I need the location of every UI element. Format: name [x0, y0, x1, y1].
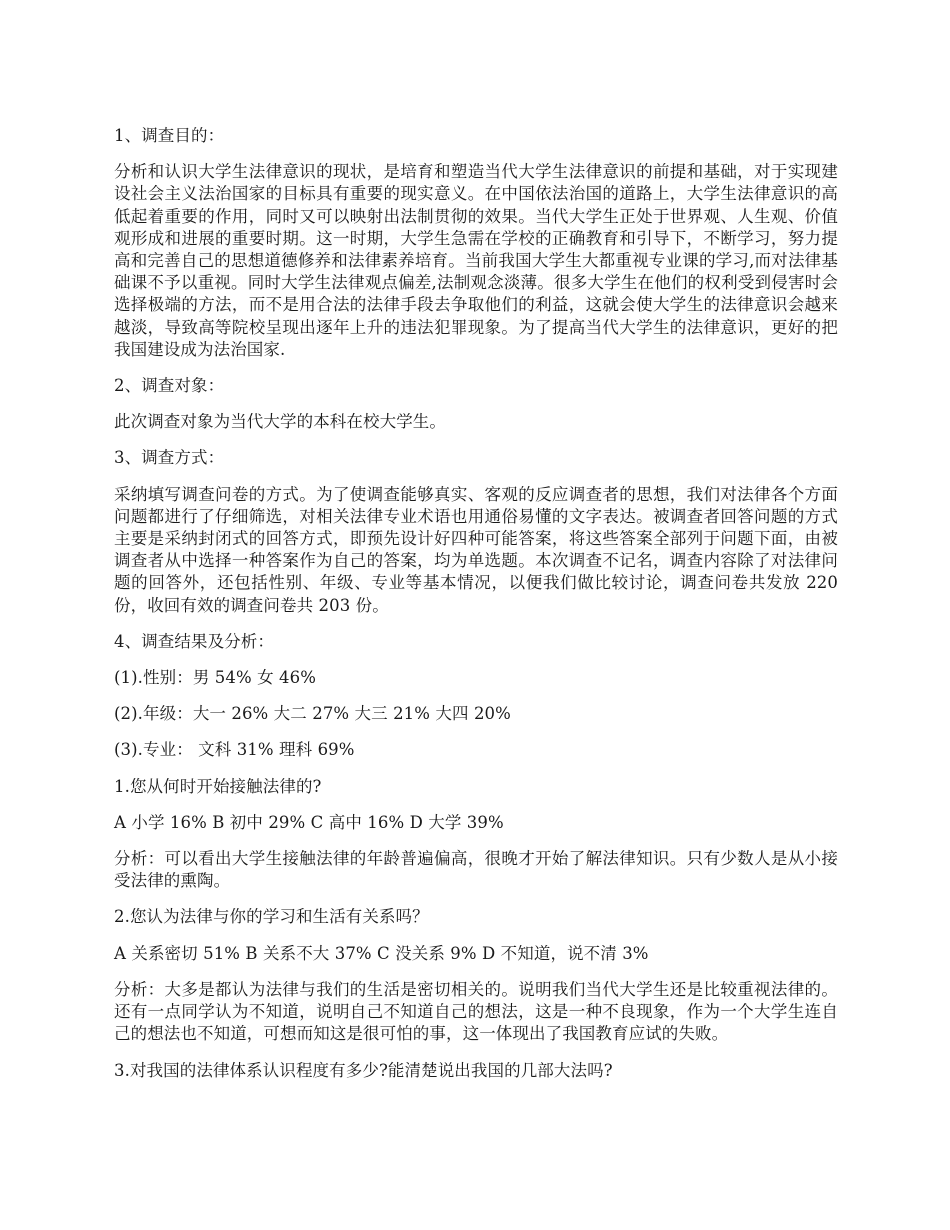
question-1-analysis: 分析：可以看出大学生接触法律的年龄普遍偏高，很晚才开始了解法律知识。只有少数人是从小接受法律的熏陶。: [114, 849, 838, 891]
gender-stat: (1).性别：男 54% 女 46%: [114, 668, 316, 688]
document-body: [114, 125, 838, 1096]
question-1: 1.您从何时开始接触法律的?: [114, 776, 322, 796]
question-3: 3.对我国的法律体系认识程度有多少?能清楚说出我国的几部大法吗?: [114, 1060, 613, 1080]
question-1-answers: A 小学 16% B 初中 29% C 高中 16% D 大学 39%: [114, 812, 504, 832]
purpose-heading: 1、调查目的：: [114, 126, 225, 145]
method-paragraph: 采纳填写调查问卷的方式。为了使调查能够真实、客观的反应调查者的思想，我们对法律各个方面问题都进行了仔细筛选，对相关法律专业术语也用通俗易懂的文字表达。被调查者回答问题的方式主要是采纳封闭式的回答方式，即预先设计好四种可能答案，将这些答案全部列于问题下面，由被调查者从中选择一种答案作为自己的答案，均为单选题。本次调查不记名，调查内容除了对法律问题的回答外，还包括性别、年级、专业等基本情况，以便我们做比较讨论，调查问卷共发放 220 份，收回有效的调查问卷共 203 份。: [114, 484, 838, 615]
object-paragraph: 此次调查对象为当代大学的本科在校大学生。: [114, 412, 446, 432]
question-2: 2.您认为法律与你的学习和生活有关系吗？: [114, 907, 429, 927]
results-heading: 4、调查结果及分析：: [114, 631, 274, 651]
grade-stat: (2).年级：大一 26% 大二 27% 大三 21% 大四 20%: [114, 704, 511, 724]
method-heading: 3、调查方式：: [114, 448, 225, 468]
question-2-answers: A 关系密切 51% B 关系不大 37% C 没关系 9% D 不知道，说不清 3%: [114, 943, 649, 963]
major-stat: (3).专业： 文科 31% 理科 69%: [114, 740, 355, 760]
question-2-analysis: 分析：大多是都认为法律与我们的生活是密切相关的。说明我们当代大学生还是比较重视法律的。还有一点同学认为不知道，说明自己不知道自己的想法，这是一种不良现象，作为一个大学生连自己的想法也不知道，可想而知这是很可怕的事，这一体现出了我国教育应试的失败。: [114, 979, 838, 1044]
object-heading: 2、调查对象：: [114, 376, 225, 396]
purpose-paragraph: 分析和认识大学生法律意识的现状，是培育和塑造当代大学生法律意识的前提和基础，对于实现建设社会主义法治国家的目标具有重要的现实意义。在中国依法治国的道路上，大学生法律意识的高低起着重要的作用，同时又可以映射出法制贯彻的效果。当代大学生正处于世界观、人生观、价值观形成和进展的重要时期。这一时期，大学生急需在学校的正确教育和引导下，不断学习，努力提高和完善自己的思想道德修养和法律素养培育。当前我国大学生大都重视专业课的学习,而对法律基础课不予以重视。同时大学生法律观点偏差,法制观念淡薄。很多大学生在他们的权利受到侵害时会选择极端的方法，而不是用合法的法律手段去争取他们的利益，这就会使大学生的法律意识会越来越淡，导致高等院校呈现出逐年上升的违法犯罪现象。为了提高当代大学生的法律意识，更好的把我国建设成为法治国家.: [114, 162, 838, 359]
